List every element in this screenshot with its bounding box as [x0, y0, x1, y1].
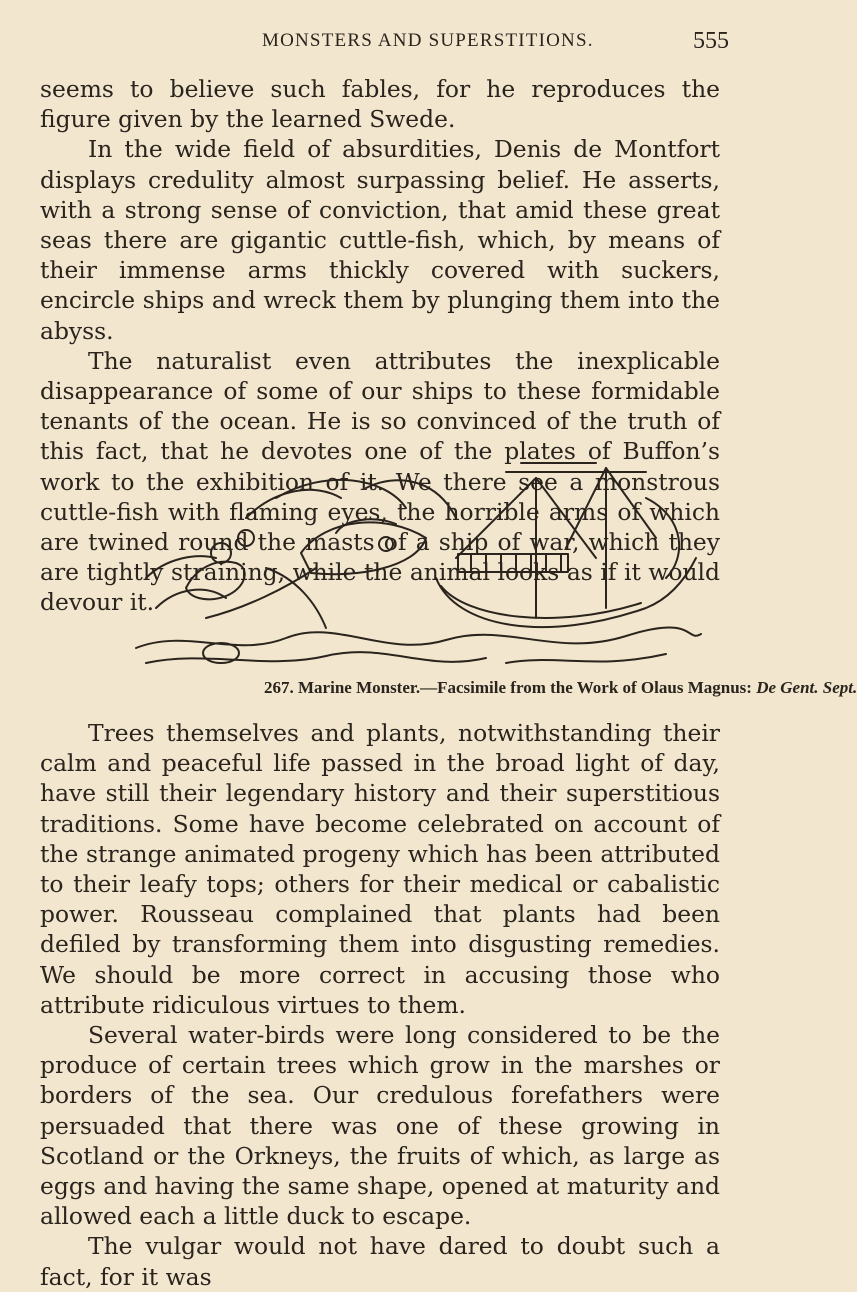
caption-main: 267. Marine Monster.—Facsimile from the Work of Olaus Magnus: [264, 678, 752, 697]
wave-lines [136, 628, 701, 648]
paragraph-1: seems to believe such fables, for he reproduces the figure given by the learned Swede. [40, 75, 720, 134]
figure-caption [264, 678, 857, 698]
page-header [0, 28, 800, 58]
paragraph-3: The naturalist even attributes the inexplicable disappearance of some of our ships to these formidable tenants of the ocean. He is so convinced of the truth of this fact, that he devotes one of the plates of Buffon’s work to the exhibition of it. We there see a monstrous cuttle-fish with flaming eyes, the horrible arms of which are twined round the masts of a ship of war, which they are tightly straining, while the animal looks as if it would devour it. [40, 346, 720, 617]
sailors [186, 562, 245, 600]
paragraph-5: Several water-birds were long considered to be the produce of certain trees which grow in the marshes or borders of the sea. Our credulous forefathers were persuaded that there was one of these growing in Scotland or the Orkneys, the fruits of which, as large as eggs and having the same shape, opened at maturity and allowed each a little duck to escape. [40, 1021, 720, 1231]
monster-eye [379, 537, 393, 551]
marine-monster-illustration [126, 458, 706, 676]
caption-source: De Gent. Sept. [756, 678, 857, 697]
monster-body [301, 522, 426, 574]
paragraph-4: Trees themselves and plants, notwithstanding their calm and peaceful life passed in the broad light of day, have still their legendary history and their superstitious traditions. Some have become celebrated on account of the strange animated progeny which has been attributed to their leafy tops; others for their medical or cabalistic power. Rousseau complained that plants had been defiled by transforming them into disgusting remedies. We should be more correct in accusing those who attribute ridiculous virtues to them. [40, 719, 720, 1019]
paragraph-6: The vulgar would not have dared to doubt such a fact, for it was [40, 1232, 720, 1291]
text-block-after-figure [40, 718, 720, 1292]
page-number: 555 [693, 28, 729, 54]
paragraph-2: In the wide field of absurdities, Denis de Montfort displays credulity almost surpassing belief. He asserts, with a strong sense of conviction, that amid these great seas there are gigantic cuttle-fish, which, by means of their immense arms thickly covered with suckers, encircle ships and wreck them by plunging them into the abyss. [40, 135, 720, 345]
running-title: MONSTERS AND SUPERSTITIONS. [262, 30, 594, 51]
